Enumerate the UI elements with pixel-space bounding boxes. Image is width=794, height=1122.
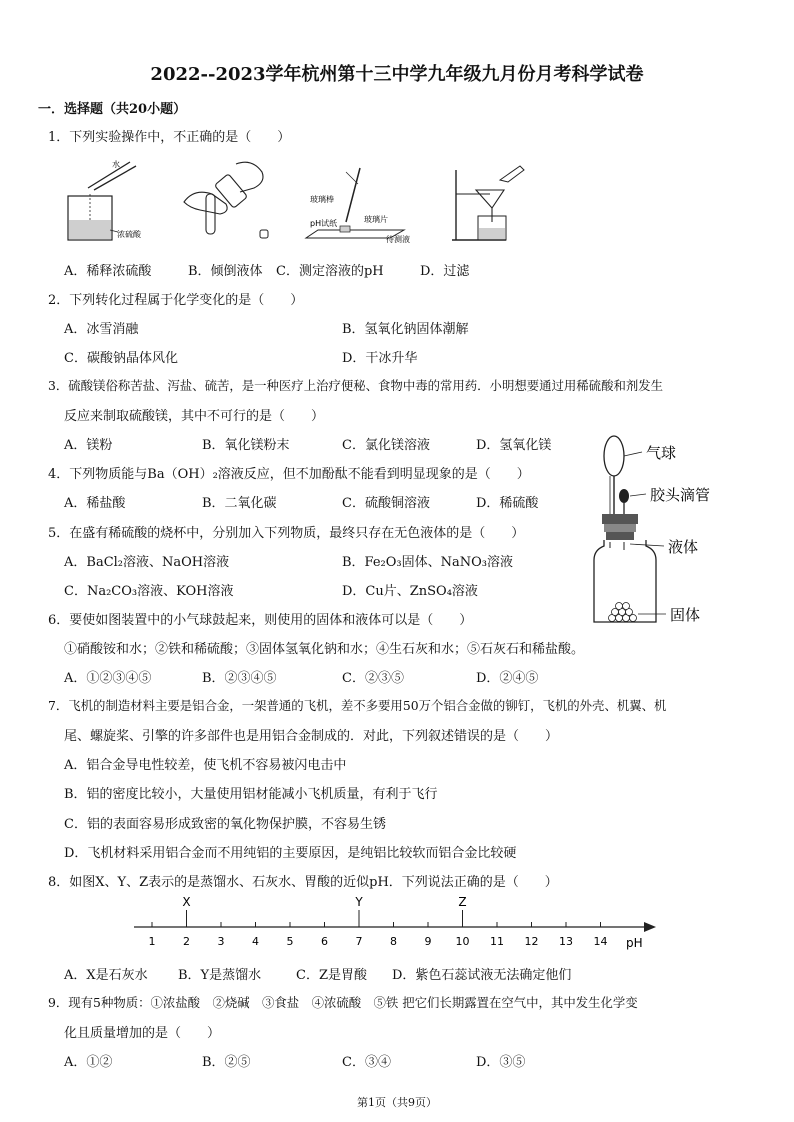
q7-option-c[interactable]: C．铝的表面容易形成致密的氧化物保护膜，不容易生锈: [64, 817, 386, 832]
q2-option-a[interactable]: A．冰雪消融: [64, 322, 139, 337]
q4-option-c[interactable]: C．硫酸铜溶液: [342, 496, 430, 511]
question-6-stem: 6．要使如图装置中的小气球鼓起来，则使用的固体和液体可以是（ ）: [48, 613, 473, 628]
question-4-stem: 4．下列物质能与Ba（OH）₂溶液反应，但不加酚酞不能看到明显现象的是（ ）: [48, 467, 530, 482]
q4-option-a[interactable]: A．稀盐酸: [64, 496, 126, 511]
label-dropper: 胶头滴管: [650, 486, 711, 504]
ph-tick-label-10: 10: [455, 935, 470, 948]
label-solid: 固体: [670, 606, 701, 624]
label-liquid: 液体: [668, 538, 699, 556]
q6-option-a[interactable]: A．①②③④⑤: [64, 671, 152, 686]
q2-option-c[interactable]: C．碳酸钠晶体风化: [64, 351, 178, 366]
q6-option-b[interactable]: B．②③④⑤: [202, 671, 277, 686]
q9-option-c[interactable]: C．③④: [342, 1055, 391, 1070]
page-footer: 第1页（共9页）: [357, 1096, 437, 1109]
ph-number-line: [130, 894, 660, 954]
question-3-stem-line2: 反应来制取硫酸镁，其中不可行的是（ ）: [64, 409, 325, 424]
ph-marker-label-z: Z: [458, 895, 467, 909]
ph-tick-label-4: 4: [252, 935, 259, 948]
q5-option-d[interactable]: D．Cu片、ZnSO₄溶液: [342, 584, 478, 599]
figure-ph-test: [304, 158, 430, 244]
label-balloon: 气球: [646, 444, 677, 462]
ph-tick-label-9: 9: [424, 935, 432, 948]
question-5-stem: 5．在盛有稀硫酸的烧杯中，分别加入下列物质，最终只存在无色液体的是（ ）: [48, 526, 525, 541]
label-glass-slide: 玻璃片: [364, 215, 388, 224]
q4-option-d[interactable]: D．稀硫酸: [476, 496, 539, 511]
q7-option-b[interactable]: B．铝的密度比较小，大量使用铝材能减小飞机质量，有利于飞行: [64, 787, 438, 802]
ph-tick-label-5: 5: [286, 935, 294, 948]
ph-tick-label-11: 11: [490, 935, 504, 948]
q1-option-b[interactable]: B．倾倒液体: [188, 264, 263, 279]
ph-tick-label-3: 3: [217, 935, 225, 948]
q8-option-c[interactable]: C．Z是胃酸: [296, 968, 367, 983]
label-glass-rod: 玻璃棒: [310, 195, 334, 204]
q2-option-b[interactable]: B．氢氧化钠固体潮解: [342, 322, 469, 337]
question-2-stem: 2．下列转化过程属于化学变化的是（ ）: [48, 293, 304, 308]
q1-option-c[interactable]: C．测定溶液的pH: [276, 264, 384, 279]
q9-option-d[interactable]: D．③⑤: [476, 1055, 526, 1070]
q8-option-d[interactable]: D．紫色石蕊试液无法确定他们: [392, 968, 572, 983]
q9-option-a[interactable]: A．①②: [64, 1055, 113, 1070]
q2-option-d[interactable]: D．干冰升华: [342, 351, 418, 366]
label-ph-paper: pH试纸: [310, 219, 338, 228]
ph-tick-label-1: 1: [148, 935, 156, 948]
question-7-stem-line2: 尾、螺旋桨、引擎的许多部件也是用铝合金制成的．对此，下列叙述错误的是（ ）: [64, 729, 559, 744]
label-conc-acid: 浓硫酸: [117, 230, 141, 239]
question-9-stem-line2: 化且质量增加的是（ ）: [64, 1026, 221, 1041]
q7-option-a[interactable]: A．铝合金导电性较差，使飞机不容易被闪电击中: [64, 758, 347, 773]
q3-option-d[interactable]: D．氢氧化镁: [476, 438, 552, 453]
ph-axis-label: pH: [626, 936, 643, 950]
section-heading: 一．选择题（共20小题）: [38, 102, 187, 117]
ph-tick-label-12: 12: [524, 935, 539, 948]
q1-option-d[interactable]: D．过滤: [420, 264, 470, 279]
ph-tick-label-13: 13: [559, 935, 573, 948]
question-7-stem-line1: 7．飞机的制造材料主要是铝合金，一架普通的飞机，差不多要用50万个铝合金做的铆钉，飞机的外壳、机翼、机: [48, 698, 667, 713]
q3-option-b[interactable]: B．氧化镁粉末: [202, 438, 290, 453]
q6-option-d[interactable]: D．②④⑤: [476, 671, 539, 686]
ph-marker-label-y: Y: [355, 895, 363, 909]
q8-option-b[interactable]: B．Y是蒸馏水: [178, 968, 262, 983]
ph-tick-label-8: 8: [390, 935, 397, 948]
label-water: 水: [112, 160, 120, 169]
q5-option-a[interactable]: A．BaCl₂溶液、NaOH溶液: [64, 555, 230, 570]
figure-balloon-apparatus: [590, 432, 740, 630]
label-test-liquid: 待测液: [386, 235, 410, 244]
q9-option-b[interactable]: B．②⑤: [202, 1055, 251, 1070]
q5-option-b[interactable]: B．Fe₂O₃固体、NaNO₃溶液: [342, 555, 514, 570]
question-1-stem: 1．下列实验操作中，不正确的是（ ）: [48, 130, 291, 145]
ph-tick-label-2: 2: [183, 935, 190, 948]
question-3-stem-line1: 3．硫酸镁俗称苦盐、泻盐、硫苦，是一种医疗上治疗便秘、食物中毒的常用药．小明想要通过用稀硫酸和剂发生: [48, 378, 664, 393]
ph-tick-label-6: 6: [321, 935, 328, 948]
q5-option-c[interactable]: C．Na₂CO₃溶液、KOH溶液: [64, 584, 234, 599]
figure-filtration: [450, 160, 526, 246]
q4-option-b[interactable]: B．二氧化碳: [202, 496, 277, 511]
q1-option-a[interactable]: A．稀释浓硫酸: [64, 264, 152, 279]
page-title: 2022--2023学年杭州第十三中学九年级九月份月考科学试卷: [150, 64, 644, 85]
figure-dilute-acid: [60, 160, 150, 245]
q3-option-c[interactable]: C．氯化镁溶液: [342, 438, 430, 453]
ph-axis-arrow: [644, 922, 656, 932]
q7-option-d[interactable]: D．飞机材料采用铝合金而不用纯铝的主要原因，是纯铝比较软而铝合金比较硬: [64, 846, 517, 861]
question-6-list: ①硝酸铵和水；②铁和稀硫酸；③固体氢氧化钠和水；④生石灰和水；⑤石灰石和稀盐酸。: [64, 642, 585, 657]
q8-option-a[interactable]: A．X是石灰水: [64, 968, 148, 983]
q6-option-c[interactable]: C．②③⑤: [342, 671, 404, 686]
ph-marker-label-x: X: [182, 895, 191, 909]
q3-option-a[interactable]: A．镁粉: [64, 438, 113, 453]
figure-pour-liquid: [178, 156, 270, 246]
ph-tick-label-7: 7: [355, 935, 363, 948]
question-9-stem-line1: 9．现有5种物质：①浓盐酸 ②烧碱 ③食盐 ④浓硫酸 ⑤铁 把它们长期露置在空气中，其中发生化学变: [48, 995, 638, 1010]
question-8-stem: 8．如图X、Y、Z表示的是蒸馏水、石灰水、胃酸的近似pH．下列说法正确的是（ ）: [48, 875, 558, 890]
ph-tick-label-14: 14: [593, 935, 608, 948]
